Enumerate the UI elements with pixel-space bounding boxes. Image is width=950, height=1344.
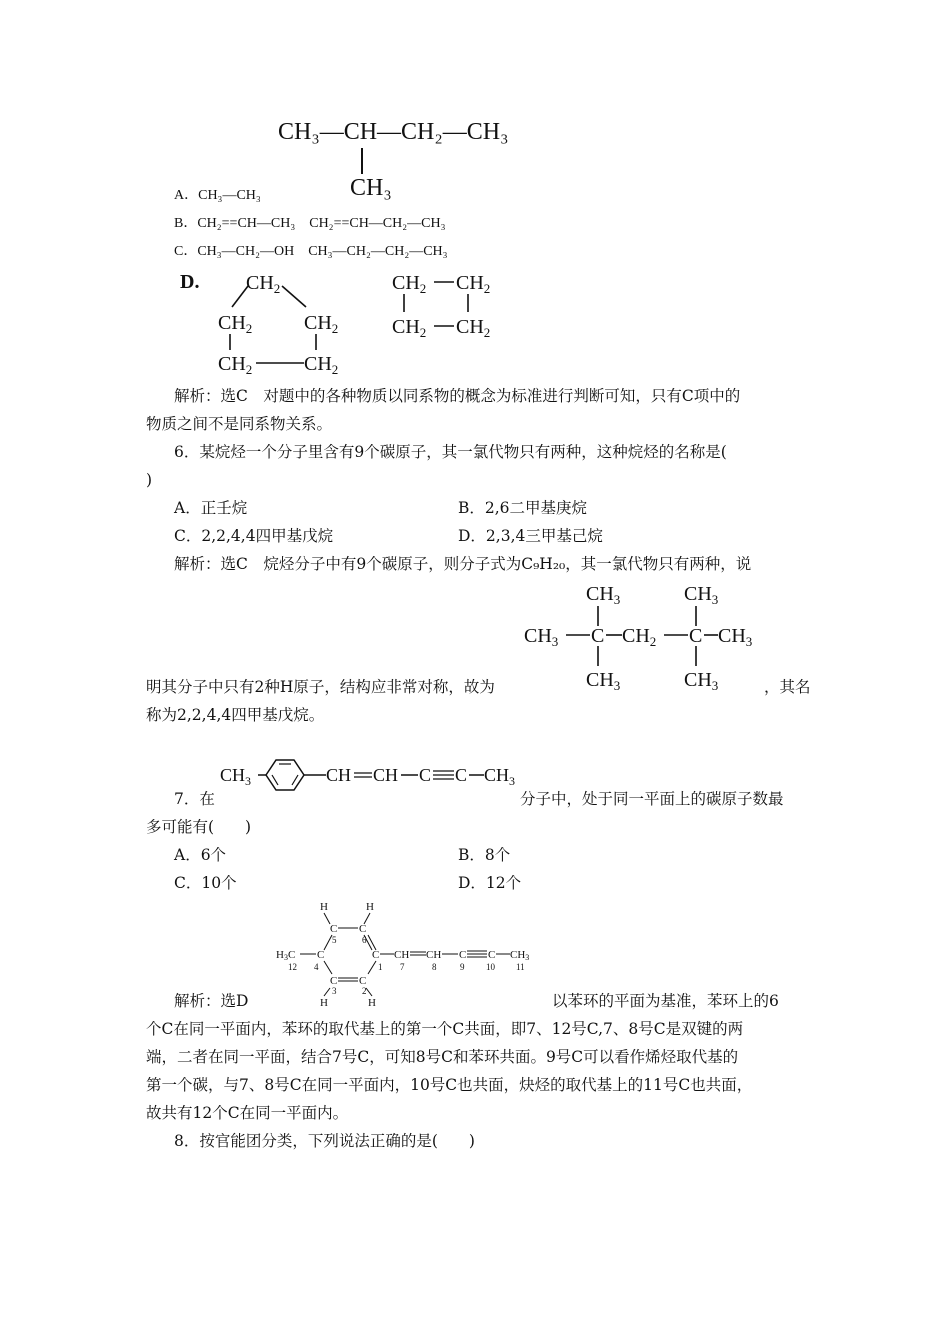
q6-stem-line2: ) [146, 471, 153, 489]
q7-analysis-line: 个C在同一平面内，苯环的取代基上的第一个C共面，即7、12号C,7、8号C是双键的两 [146, 1020, 744, 1038]
q7-c7: CH [394, 949, 410, 961]
q8-stem: 8．按官能团分类，下列说法正确的是( ) [174, 1132, 475, 1150]
q5-analysis-line1: 解析：选C 对题中的各种物质以同系物的概念为标准进行判断可知，只有C项中的 [174, 387, 741, 405]
q7-analysis-after: 以苯环的平面为基准，苯环上的6 [552, 992, 779, 1010]
q6-c2-methyl-top: $CH_3$ [586, 583, 621, 607]
cyclobutane-bottom-right: $CH_2$ [456, 316, 491, 340]
q7-numbered-structure [276, 898, 556, 1008]
q7-option-a: A．6个 [174, 846, 227, 864]
q7-stem-suffix: 分子中，处于同一平面上的碳原子数最 [520, 790, 784, 808]
q6-option-b: B．2,6二甲基庚烷 [458, 499, 588, 517]
q5-option-b: B．CH₂==CH—CH₃ CH₂==CH—CH₂—CH₃ [174, 216, 446, 231]
q5-option-d-structures [200, 262, 520, 382]
q7-num-1: 1 [378, 962, 383, 972]
q7-c8: CH [426, 949, 442, 961]
q7-c4: C [317, 949, 325, 961]
q7-alkyne-c2: C [455, 765, 468, 785]
q6-c4-methyl-top: $CH_3$ [684, 583, 719, 607]
q7-analysis-line: 端，二者在同一平面，结合7号C，可知8号C和苯环共面。9号C可以看作烯烃取代基的 [146, 1048, 739, 1066]
q7-num-12: 12 [288, 962, 297, 972]
q7-analysis-prefix: 解析：选D [174, 992, 249, 1010]
q7-vinyl-ch1: CH [326, 765, 352, 785]
q6-c5: $CH_3$ [718, 625, 753, 649]
q7-h3c: H3C [276, 949, 296, 962]
top-structure-main: CH₃—CH—CH₂—CH₃ [278, 119, 509, 145]
q7-option-d: D．12个 [458, 874, 522, 892]
top-structure [278, 118, 508, 146]
q7-terminal-methyl: $CH_3$ [484, 765, 516, 788]
cyclopentane-bottom-right: $CH_2$ [304, 353, 339, 377]
q7-vinyl-ch2: CH [373, 765, 399, 785]
q6-option-d: D．2,3,4三甲基己烷 [458, 527, 603, 545]
cyclobutane-top-left: $CH_2$ [392, 272, 427, 296]
q7-num-9: 9 [460, 962, 465, 972]
cyclobutane-top-right: $CH_2$ [456, 272, 491, 296]
q6-analysis-line2b: ，其名 [764, 678, 811, 696]
q6-analysis-line1: 解析：选C 烷烃分子中有9个碳原子，则分子式为C₉H₂₀，其一氯代物只有两种，说 [174, 555, 752, 573]
q6-analysis-line3: 称为2,2,4,4四甲基戊烷。 [146, 706, 325, 724]
q7-c1: C [372, 949, 380, 961]
q7-num-2: 2 [362, 986, 367, 996]
q6-structure [522, 578, 762, 694]
q7-methyl: $CH_3$ [220, 765, 252, 788]
q7-analysis-line: 第一个碳，与7、8号C在同一平面内，10号C也共面，炔烃的取代基上的11号C也共面， [146, 1076, 753, 1094]
q6-option-c: C．2,2,4,4四甲基戊烷 [174, 527, 334, 545]
q7-option-b: B．8个 [458, 846, 511, 864]
q6-c1: $CH_3$ [524, 625, 559, 649]
q7-analysis-line: 故共有12个C在同一平面内。 [146, 1104, 349, 1122]
q7-num-4: 4 [314, 962, 319, 972]
q6-c4: C [689, 625, 703, 647]
q5-option-d-label: D. [180, 271, 200, 293]
q7-num-11: 11 [516, 962, 525, 972]
q7-molecule [218, 756, 528, 808]
q7-c9: C [459, 949, 467, 961]
q5-option-a: A．CH₃—CH₃ [174, 188, 261, 203]
q7-alkyne-c1: C [419, 765, 432, 785]
q7-option-c: C．10个 [174, 874, 237, 892]
q7-c5: C [330, 923, 338, 935]
q7-num-5: 5 [332, 935, 337, 945]
q6-stem-line1: 6．某烷烃一个分子里含有9个碳原子，其一氯代物只有两种，这种烷烃的名称是( [174, 443, 727, 461]
cyclobutane-bottom-left: $CH_2$ [392, 316, 427, 340]
q7-h-top-right: H [366, 901, 374, 913]
q6-c3: $CH_2$ [622, 625, 657, 649]
q7-num-3: 3 [332, 986, 337, 996]
q5-analysis-line2: 物质之间不是同系物关系。 [146, 415, 333, 433]
q7-c3: C [330, 975, 338, 987]
q6-option-a: A．正壬烷 [174, 499, 248, 517]
q7-stem-prefix: 7．在 [174, 790, 215, 808]
q7-c10: C [488, 949, 496, 961]
q6-c4-methyl-bottom: $CH_3$ [684, 669, 719, 693]
top-structure-branch: CH₃ [350, 175, 392, 201]
top-structure-bond [361, 148, 363, 174]
cyclopentane-top: $CH_2$ [246, 272, 281, 296]
cyclopentane-right: $CH_2$ [304, 312, 339, 336]
q7-c6: C [359, 923, 367, 935]
q7-c2: C [359, 975, 367, 987]
q7-c11: CH3 [510, 949, 530, 962]
cyclopentane-bottom-left: $CH_2$ [218, 353, 253, 377]
q7-h-bottom-right: H [368, 997, 376, 1008]
q7-num-7: 7 [400, 962, 405, 972]
q6-c2-methyl-bottom: $CH_3$ [586, 669, 621, 693]
q7-num-6: 6 [362, 935, 367, 945]
q6-analysis-line2a: 明其分子中只有2种H原子，结构应非常对称，故为 [146, 678, 495, 696]
q7-stem-line2: 多可能有( ) [146, 818, 252, 836]
q7-num-10: 10 [486, 962, 495, 972]
q5-option-c: C．CH₃—CH₂—OH CH₃—CH₂—CH₂—CH₃ [174, 244, 448, 259]
q7-h-bottom-left: H [320, 997, 328, 1008]
q6-c2: C [591, 625, 605, 647]
cyclopentane-left: $CH_2$ [218, 312, 253, 336]
q7-num-8: 8 [432, 962, 437, 972]
q7-h-top-left: H [320, 901, 328, 913]
